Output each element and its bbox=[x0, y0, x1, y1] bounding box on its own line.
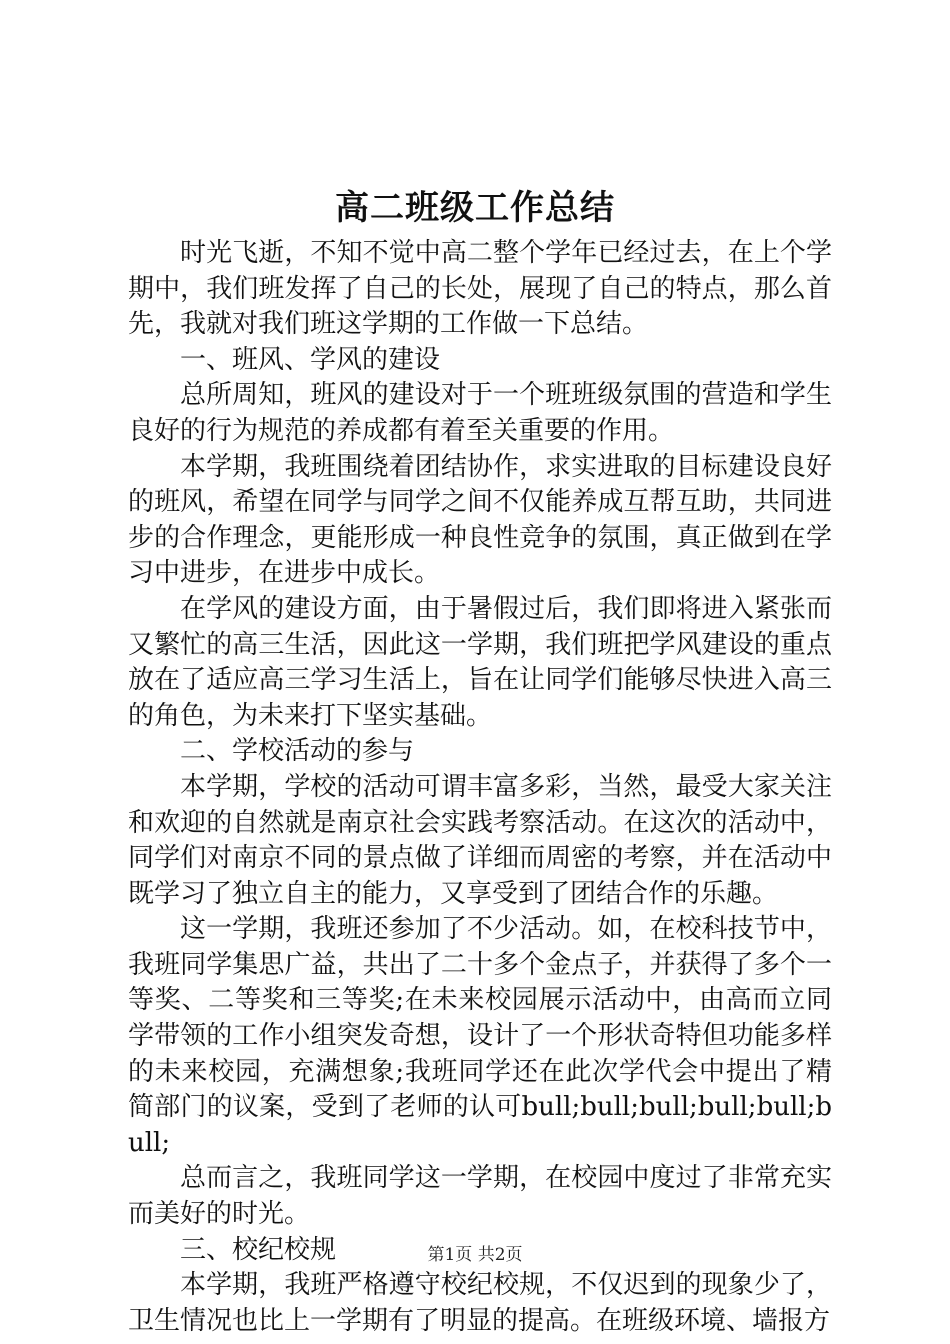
document-title: 高二班级工作总结 bbox=[335, 188, 615, 228]
body-paragraph: 本学期，我班围绕着团结协作，求实进取的目标建设良好的班风，希望在同学与同学之间不仅能养成互帮互助，共同进步的合作理念，更能形成一种良性竞争的氛围，真正做到在学习中进步，在进步中成长。 bbox=[128, 451, 832, 589]
page-number-footer: 第1页 共2页 bbox=[427, 1245, 523, 1265]
body-paragraph: 这一学期，我班还参加了不少活动。如，在校科技节中，我班同学集思广益，共出了二十多个金点子，并获得了多个一等奖、二等奖和三等奖;在未来校园展示活动中，由高而立同学带领的工作小组突发奇想，设计了一个形状奇特但功能多样的未来校园，充满想象;我班同学还在此次学代会中提出了精简部门的议案，受到了老师的认可bull;bull;bull;bull;bull;bull; bbox=[128, 914, 832, 1158]
body-paragraph: 本学期，学校的活动可谓丰富多彩，当然，最受大家关注和欢迎的自然就是南京社会实践考察活动。在这次的活动中，同学们对南京不同的景点做了详细而周密的考察，并在活动中既学习了独立自主的能力，又享受到了团结合作的乐趣。 bbox=[128, 771, 832, 909]
body-paragraph: 在学风的建设方面，由于暑假过后，我们即将进入紧张而又繁忙的高三生活，因此这一学期，我们班把学风建设的重点放在了适应高三学习生活上，旨在让同学们能够尽快进入高三的角色，为未来打下坚实基础。 bbox=[128, 593, 832, 731]
document-body bbox=[128, 236, 832, 1339]
section-heading-2: 二、学校活动的参与 bbox=[180, 736, 415, 767]
body-paragraph: 总所周知，班风的建设对于一个班班级氛围的营造和学生良好的行为规范的养成都有着至关重要的作用。 bbox=[128, 380, 832, 446]
body-paragraph: 本学期，我班严格遵守校纪校规，不仅迟到的现象少了，卫生情况也比上一学期有了明显的提高。在班级环境、墙报方 bbox=[128, 1270, 832, 1336]
body-paragraph: 总而言之，我班同学这一学期，在校园中度过了非常充实而美好的时光。 bbox=[128, 1163, 832, 1230]
section-heading-3: 三、校纪校规 bbox=[180, 1234, 337, 1265]
section-heading-1: 一、班风、学风的建设 bbox=[180, 344, 441, 375]
intro-paragraph: 时光飞逝，不知不觉中高二整个学年已经过去，在上个学期中，我们班发挥了自己的长处，展现了自己的特点，那么首先，我就对我们班这学期的工作做一下总结。 bbox=[128, 238, 832, 340]
